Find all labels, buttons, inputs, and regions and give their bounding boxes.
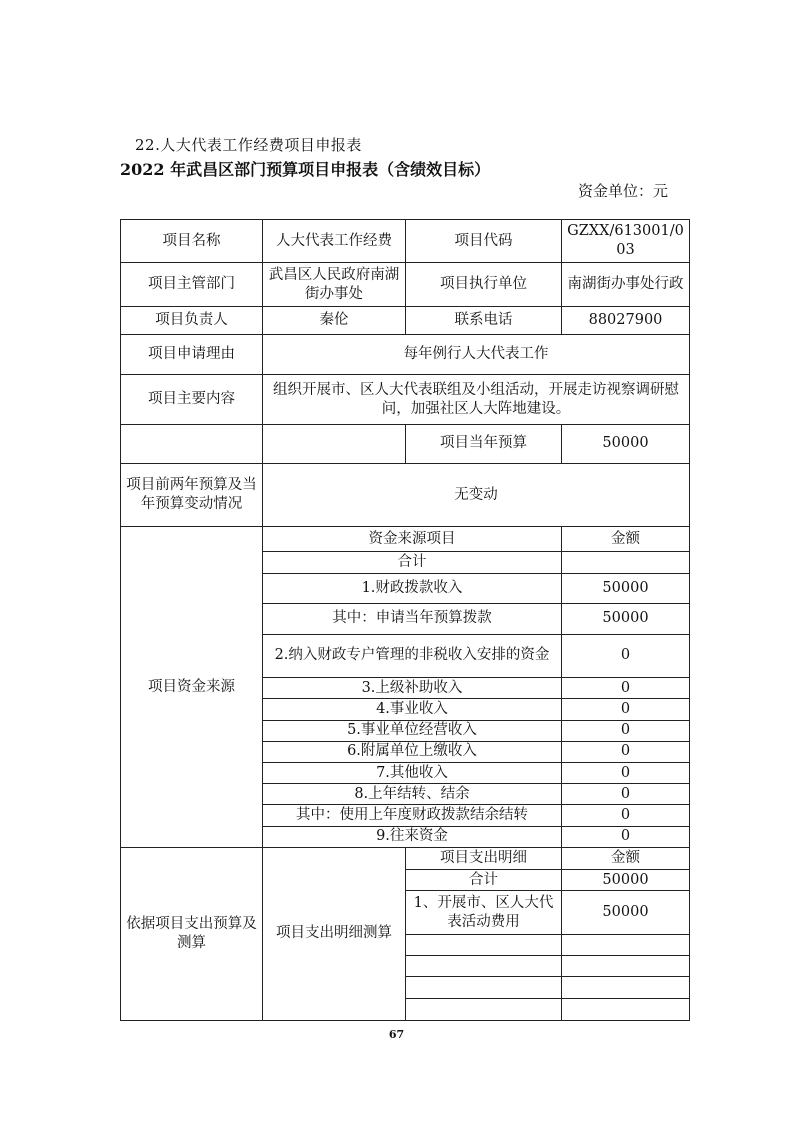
change-label: 项目前两年预算及当年预算变动情况 [121, 463, 263, 527]
document-title: 2022 年武昌区部门预算项目申报表（含绩效目标） [120, 160, 491, 179]
empty-cell [406, 977, 562, 998]
budget-label: 项目当年预算 [406, 425, 562, 463]
table-row [121, 527, 690, 551]
expenditure-sub-label: 项目支出明细测算 [263, 847, 406, 1020]
currency-unit: 资金单位：元 [578, 182, 669, 200]
project-code-label: 项目代码 [406, 220, 562, 263]
expenditure-header-amount: 金额 [562, 847, 690, 869]
project-name-label: 项目名称 [121, 220, 263, 263]
table-row [121, 263, 690, 306]
project-name-value: 人大代表工作经费 [263, 220, 406, 263]
empty-cell [406, 956, 562, 977]
table-row [121, 220, 690, 263]
empty-cell [263, 425, 406, 463]
funding-item: 2.纳入财政专户管理的非税收入安排的资金 [263, 634, 562, 677]
funding-item: 3.上级补助收入 [263, 678, 562, 699]
expenditure-amount: 50000 [562, 870, 690, 891]
project-application-table [120, 219, 690, 1021]
funding-item: 7.其他收入 [263, 763, 562, 784]
funding-amount: 50000 [562, 573, 690, 603]
exec-unit-label: 项目执行单位 [406, 263, 562, 306]
reason-label: 项目申请理由 [121, 335, 263, 374]
project-code-value: GZXX/613001/003 [562, 220, 690, 263]
funding-item: 合计 [263, 551, 562, 573]
empty-cell [562, 977, 690, 998]
table-row [121, 463, 690, 527]
reason-value: 每年例行人大代表工作 [263, 335, 690, 374]
phone-label: 联系电话 [406, 306, 562, 334]
funding-amount: 0 [562, 720, 690, 741]
dept-value: 武昌区人民政府南湖街办事处 [263, 263, 406, 306]
funding-header-amount: 金额 [562, 527, 690, 551]
funding-amount: 0 [562, 634, 690, 677]
funding-header-item: 资金来源项目 [263, 527, 562, 551]
expenditure-label: 依据项目支出预算及测算 [121, 847, 263, 1020]
funding-item: 9.往来资金 [263, 826, 562, 847]
funding-item: 8.上年结转、结余 [263, 784, 562, 805]
leader-value: 秦伦 [263, 306, 406, 334]
dept-label: 项目主管部门 [121, 263, 263, 306]
content-label: 项目主要内容 [121, 374, 263, 425]
empty-cell [562, 956, 690, 977]
table-row [121, 847, 690, 869]
leader-label: 项目负责人 [121, 306, 263, 334]
section-title: 22.人大代表工作经费项目申报表 [135, 136, 362, 154]
funding-item: 4.事业收入 [263, 699, 562, 720]
phone-value: 88027900 [562, 306, 690, 334]
budget-value: 50000 [562, 425, 690, 463]
expenditure-amount: 50000 [562, 891, 690, 934]
funding-amount: 0 [562, 763, 690, 784]
table-row [121, 425, 690, 463]
expenditure-header-item: 项目支出明细 [406, 847, 562, 869]
table-row [121, 374, 690, 425]
funding-amount [562, 551, 690, 573]
funding-item: 6.附属单位上缴收入 [263, 741, 562, 762]
funding-amount: 0 [562, 826, 690, 847]
empty-cell [406, 934, 562, 955]
funding-amount: 50000 [562, 604, 690, 634]
empty-cell [562, 934, 690, 955]
funding-item: 5.事业单位经营收入 [263, 720, 562, 741]
empty-cell [121, 425, 263, 463]
funding-item: 其中：申请当年预算拨款 [263, 604, 562, 634]
funding-label: 项目资金来源 [121, 527, 263, 848]
expenditure-item: 1、开展市、区人大代表活动费用 [406, 891, 562, 934]
funding-amount: 0 [562, 784, 690, 805]
funding-amount: 0 [562, 678, 690, 699]
change-value: 无变动 [263, 463, 690, 527]
funding-item: 其中：使用上年度财政拨款结余结转 [263, 805, 562, 826]
table-row [121, 335, 690, 374]
empty-cell [562, 998, 690, 1020]
table-row [121, 306, 690, 334]
funding-amount: 0 [562, 805, 690, 826]
content-value: 组织开展市、区人大代表联组及小组活动，开展走访视察调研慰问，加强社区人大阵地建设。 [263, 374, 690, 425]
page-number: 67 [388, 1028, 405, 1041]
empty-cell [406, 998, 562, 1020]
funding-item: 1.财政拨款收入 [263, 573, 562, 603]
expenditure-item: 合计 [406, 870, 562, 891]
funding-amount: 0 [562, 741, 690, 762]
exec-unit-value: 南湖街办事处行政 [562, 263, 690, 306]
funding-amount: 0 [562, 699, 690, 720]
